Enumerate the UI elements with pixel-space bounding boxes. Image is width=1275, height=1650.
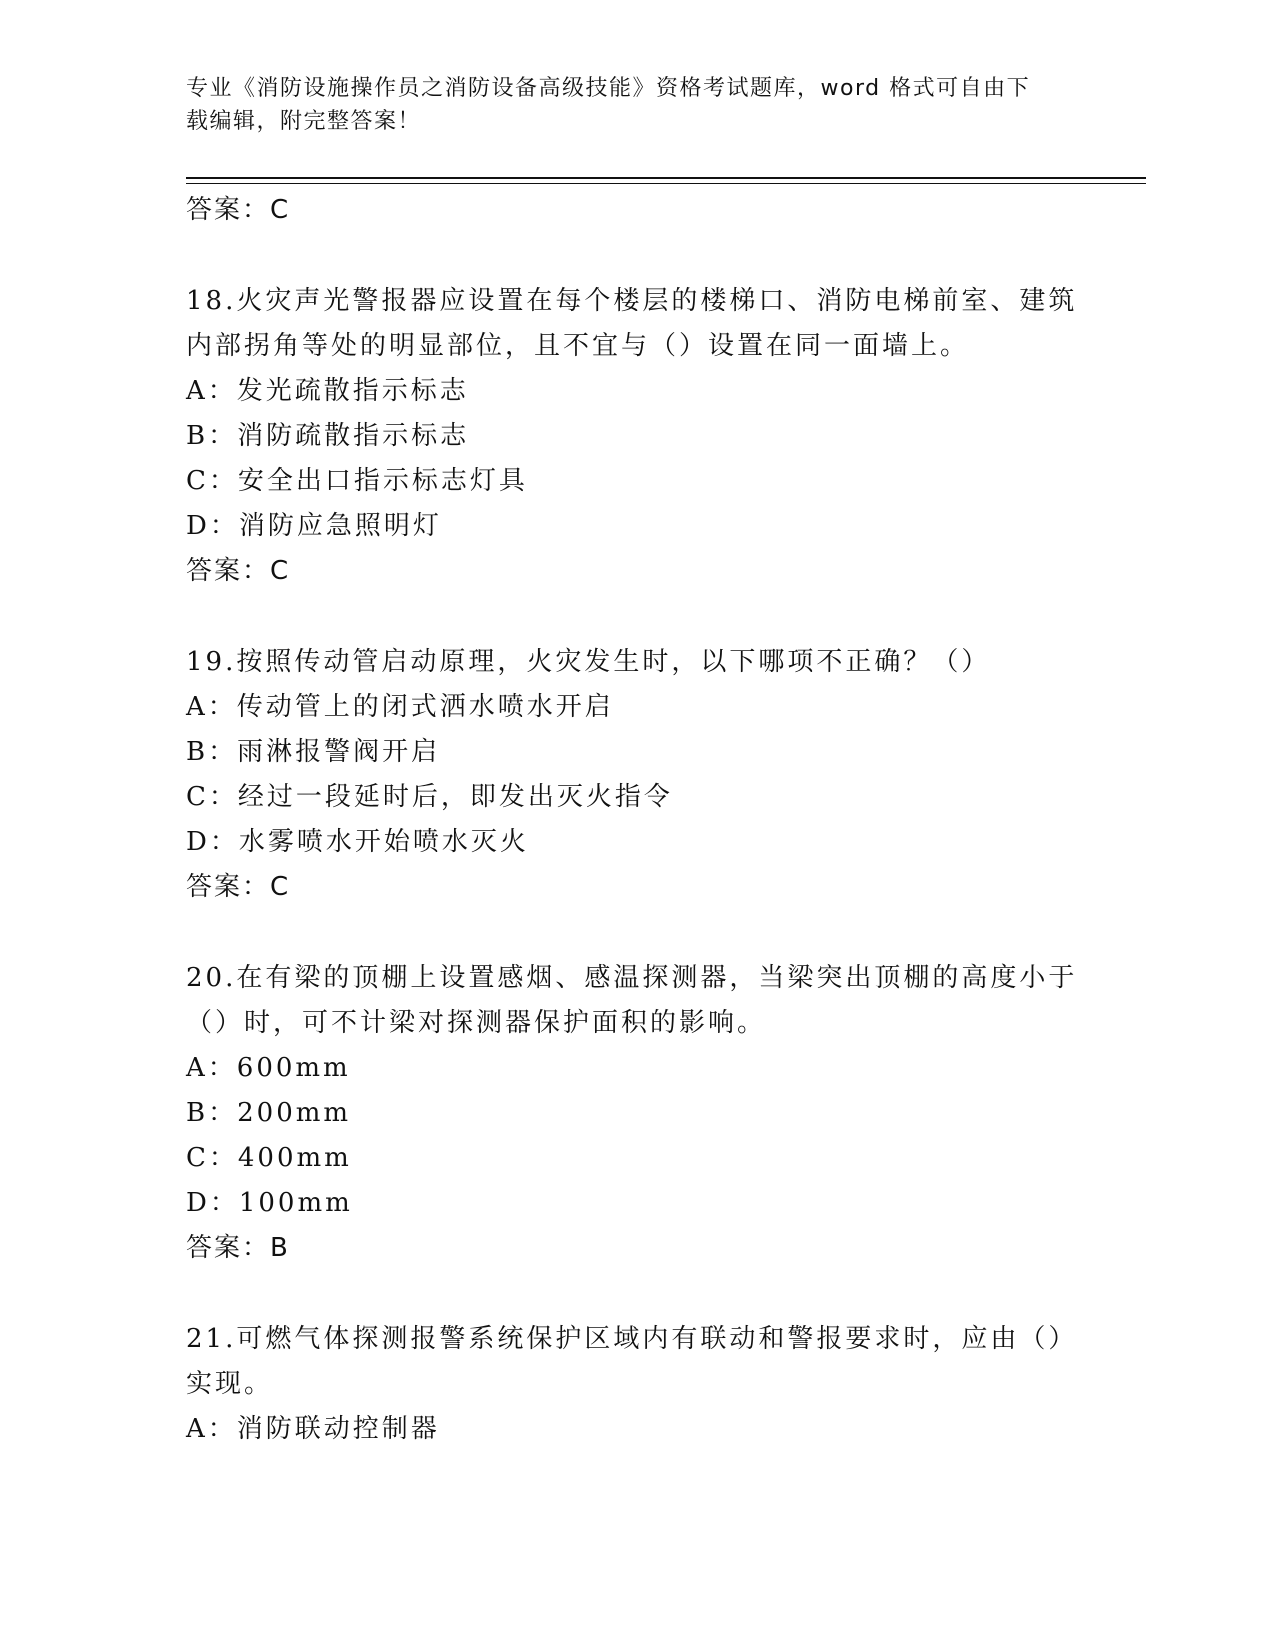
option-a: A：传动管上的闭式洒水喷水开启 — [186, 692, 614, 722]
question-stem-continued: 内部拐角等处的明显部位，且不宜与（）设置在同一面墙上。 — [186, 331, 970, 361]
option-b: B：消防疏散指示标志 — [186, 421, 470, 451]
question-stem: 18.火灾声光警报器应设置在每个楼层的楼梯口、消防电梯前室、建筑 — [186, 286, 1078, 316]
question-18 — [186, 279, 1086, 594]
answer-line: 答案：B — [186, 1233, 290, 1263]
option-d: D：消防应急照明灯 — [186, 511, 442, 541]
question-20 — [186, 956, 1086, 1271]
option-a: A：发光疏散指示标志 — [186, 376, 469, 406]
question-content — [186, 188, 1086, 1452]
option-d: D：100mm — [186, 1188, 353, 1218]
option-b: B：200mm — [186, 1098, 352, 1128]
question-stem-continued: 实现。 — [186, 1369, 274, 1399]
option-a: A：600mm — [186, 1053, 351, 1083]
question-19 — [186, 640, 1086, 910]
question-stem: 19.按照传动管启动原理，火灾发生时，以下哪项不正确？（） — [186, 647, 991, 677]
header-divider-thick — [186, 177, 1146, 179]
header-divider-thin — [186, 183, 1146, 184]
header-line-2: 载编辑，附完整答案！ — [186, 109, 422, 134]
answer-line: 答案：C — [186, 195, 291, 225]
question-stem: 21.可燃气体探测报警系统保护区域内有联动和警报要求时，应由（） — [186, 1324, 1078, 1354]
question-21 — [186, 1317, 1086, 1452]
header-line-1: 专业《消防设施操作员之消防设备高级技能》资格考试题库，word 格式可自由下 — [186, 76, 1031, 101]
option-b: B：雨淋报警阀开启 — [186, 737, 441, 767]
question-stem: 20.在有梁的顶棚上设置感烟、感温探测器，当梁突出顶棚的高度小于 — [186, 963, 1078, 993]
option-a: A：消防联动控制器 — [186, 1414, 440, 1444]
answer-line: 答案：C — [186, 872, 291, 902]
option-c: C：安全出口指示标志灯具 — [186, 466, 528, 496]
document-header — [186, 72, 1076, 138]
option-d: D：水雾喷水开始喷水灭火 — [186, 827, 529, 857]
option-c: C：经过一段延时后，即发出灭火指令 — [186, 782, 673, 812]
option-c: C：400mm — [186, 1143, 352, 1173]
answer-line: 答案：C — [186, 556, 291, 586]
question-stem-continued: （）时，可不计梁对探测器保护面积的影响。 — [186, 1008, 767, 1038]
